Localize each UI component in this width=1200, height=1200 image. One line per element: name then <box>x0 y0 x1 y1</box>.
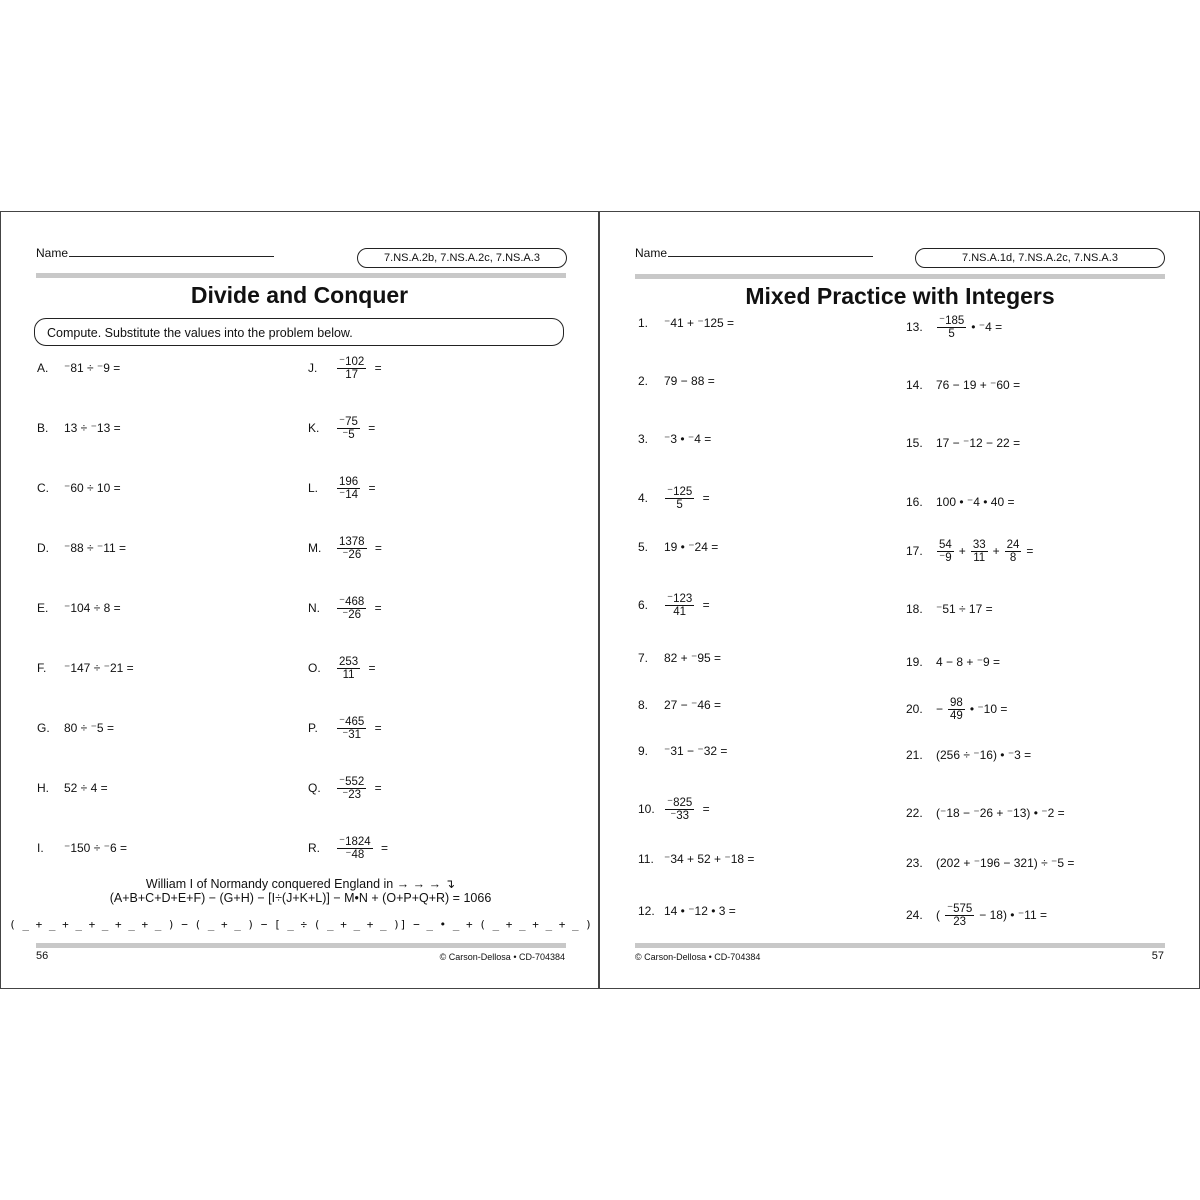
problem-label: 7. <box>638 651 649 665</box>
expression-text: − <box>936 702 944 716</box>
expression-text: 76 − 19 + ⁻60 = <box>936 378 1021 392</box>
problem-item <box>906 900 1049 930</box>
problem-label: R. <box>308 841 320 855</box>
expression-text: (256 ÷ ⁻16) • ⁻3 = <box>936 748 1032 762</box>
problem-expression <box>334 536 384 561</box>
problem-label: G. <box>37 721 50 735</box>
problem-item <box>37 413 123 443</box>
denominator: 49 <box>950 709 963 722</box>
problem-expression <box>934 655 1002 669</box>
problem-expression <box>62 481 123 495</box>
problem-expression <box>334 716 384 741</box>
standards-badge: 7.NS.A.2b, 7.NS.A.2c, 7.NS.A.3 <box>357 248 567 268</box>
expression-text: 19 • ⁻24 = <box>664 540 719 554</box>
problem-item <box>37 353 122 383</box>
problem-expression <box>662 593 712 618</box>
problem-expression <box>662 316 736 330</box>
problem-expression <box>934 315 1004 340</box>
page-title: Divide and Conquer <box>190 282 409 308</box>
problem-expression <box>934 602 995 616</box>
name-field[interactable] <box>635 246 873 260</box>
numerator: ⁻552 <box>339 775 365 788</box>
problem-label: O. <box>308 661 321 675</box>
denominator: ⁻33 <box>670 809 690 822</box>
name-label: Name <box>36 246 69 260</box>
problem-label: N. <box>308 601 320 615</box>
expression-text: = <box>371 781 382 795</box>
problem-item <box>906 848 1076 878</box>
expression-text: 4 − 8 + ⁻9 = <box>936 655 1001 669</box>
fraction <box>948 697 965 722</box>
problem-expression <box>662 797 712 822</box>
denominator: ⁻26 <box>342 548 362 561</box>
problem-expression <box>662 540 720 554</box>
problem-label: F. <box>37 661 47 675</box>
problem-expression <box>934 495 1016 509</box>
fraction <box>337 536 367 561</box>
problem-expression <box>662 486 712 511</box>
numerator: ⁻125 <box>667 485 693 498</box>
expression-text: 100 • ⁻4 • 40 = <box>936 495 1015 509</box>
numerator: ⁻825 <box>667 796 693 809</box>
problem-label: D. <box>37 541 49 555</box>
expression-text: • ⁻10 = <box>969 702 1008 716</box>
problem-expression <box>62 721 116 735</box>
problem-label: E. <box>37 601 49 615</box>
fraction <box>937 539 954 564</box>
problem-expression <box>662 651 723 665</box>
expression-text: ⁻3 • ⁻4 = <box>664 432 712 446</box>
problem-item <box>638 896 738 926</box>
expression-text: = <box>377 841 388 855</box>
numerator: 1378 <box>339 535 365 548</box>
denominator: 5 <box>948 327 955 340</box>
problem-item <box>906 370 1022 400</box>
problem-item <box>638 308 736 338</box>
denominator: 17 <box>345 368 359 381</box>
name-field[interactable] <box>36 246 274 260</box>
numerator: 196 <box>339 475 359 488</box>
problem-item <box>638 483 712 513</box>
expression-text: = <box>365 481 376 495</box>
denominator: ⁻14 <box>339 488 359 501</box>
numerator: ⁻102 <box>339 355 365 368</box>
fraction <box>945 903 974 928</box>
numerator: ⁻75 <box>339 415 358 428</box>
problem-label: 2. <box>638 374 649 388</box>
instructions: Compute. Substitute the values into the problem below. <box>34 318 564 346</box>
problem-item <box>638 532 720 562</box>
problem-label: 8. <box>638 698 649 712</box>
problem-label: K. <box>308 421 320 435</box>
problem-item <box>906 694 1009 724</box>
problem-item <box>308 773 384 803</box>
problem-label: 13. <box>906 320 923 334</box>
expression-text: 82 + ⁻95 = <box>664 651 722 665</box>
name-label: Name <box>635 246 668 260</box>
problem-expression <box>334 836 390 861</box>
problem-expression <box>662 698 723 712</box>
denominator: ⁻5 <box>342 428 355 441</box>
denominator: ⁻23 <box>342 788 362 801</box>
fraction <box>337 656 360 681</box>
fraction <box>971 539 988 564</box>
standards-badge: 7.NS.A.1d, 7.NS.A.2c, 7.NS.A.3 <box>915 248 1165 268</box>
problem-label: 14. <box>906 378 923 392</box>
name-line[interactable] <box>668 256 873 257</box>
copyright: © Carson-Dellosa • CD-704384 <box>635 952 761 962</box>
divider <box>635 943 1165 948</box>
problem-item <box>906 798 1067 828</box>
problem-item <box>906 536 1035 566</box>
denominator: ⁻26 <box>342 608 362 621</box>
expression-text: ⁻51 ÷ 17 = <box>936 602 993 616</box>
problem-expression <box>62 841 129 855</box>
name-line[interactable] <box>69 256 274 257</box>
expression-text: ( <box>936 908 940 922</box>
numerator: ⁻575 <box>947 902 973 915</box>
numerator: ⁻468 <box>339 595 365 608</box>
problem-item <box>906 487 1016 517</box>
fraction <box>1005 539 1022 564</box>
problem-item <box>638 844 756 874</box>
problem-label: 10. <box>638 802 655 816</box>
numerator: 98 <box>950 696 963 709</box>
problem-expression <box>62 601 123 615</box>
denominator: 23 <box>953 915 967 928</box>
problem-label: 17. <box>906 544 923 558</box>
problem-expression <box>662 432 713 446</box>
problem-item <box>308 833 390 863</box>
expression-text: 79 − 88 = <box>664 374 715 388</box>
denominator: 11 <box>973 551 986 564</box>
expression-text: ⁻81 ÷ ⁻9 = <box>64 361 121 375</box>
fraction <box>337 356 366 381</box>
expression-text: = <box>371 601 382 615</box>
problem-expression <box>934 539 1035 564</box>
fraction <box>337 716 366 741</box>
riddle-text: William I of Normandy conquered England in → → → ↴ <box>145 877 456 891</box>
problem-item <box>638 643 723 673</box>
problem-item <box>308 533 384 563</box>
problem-label: 11. <box>638 852 654 866</box>
left-page <box>0 211 599 989</box>
numerator: 24 <box>1006 538 1020 551</box>
problem-label: P. <box>308 721 318 735</box>
expression-text: 27 − ⁻46 = <box>664 698 722 712</box>
problem-label: 4. <box>638 491 649 505</box>
expression-text: • ⁻4 = <box>971 320 1003 334</box>
expression-text: 80 ÷ ⁻5 = <box>64 721 114 735</box>
fraction <box>337 416 360 441</box>
problem-label: 22. <box>906 806 923 820</box>
equation: (A+B+C+D+E+F) − (G+H) − [I÷(J+K+L)] − M•N + (O+P+Q+R) = 1066 <box>109 891 492 905</box>
problem-label: 9. <box>638 744 649 758</box>
expression-text: + <box>958 544 966 558</box>
page-number: 57 <box>1151 950 1164 962</box>
expression-text: = <box>365 661 376 675</box>
expression-text: − 18) • ⁻11 = <box>979 908 1047 922</box>
problem-expression <box>662 852 756 866</box>
denominator: 8 <box>1009 551 1017 564</box>
fraction <box>665 486 694 511</box>
problem-label: M. <box>308 541 322 555</box>
expression-text: = <box>699 802 710 816</box>
problem-label: B. <box>37 421 49 435</box>
expression-text: 52 ÷ 4 = <box>64 781 108 795</box>
problem-item <box>308 653 378 683</box>
problem-expression <box>662 374 717 388</box>
denominator: ⁻31 <box>342 728 362 741</box>
problem-label: Q. <box>308 781 321 795</box>
denominator: ⁻48 <box>345 848 365 861</box>
problem-expression <box>934 697 1009 722</box>
problem-item <box>638 794 712 824</box>
problem-item <box>906 647 1002 677</box>
problem-item <box>906 312 1004 342</box>
expression-text: ⁻150 ÷ ⁻6 = <box>64 841 127 855</box>
problem-item <box>638 366 717 396</box>
problem-expression <box>934 378 1022 392</box>
expression-text: (⁻18 − ⁻26 + ⁻13) • ⁻2 = <box>936 806 1065 820</box>
problem-label: 16. <box>906 495 923 509</box>
problem-expression <box>334 776 384 801</box>
fraction <box>337 596 366 621</box>
problem-expression <box>334 656 378 681</box>
denominator: 11 <box>342 668 355 681</box>
problem-label: 15. <box>906 436 923 450</box>
fraction <box>937 315 966 340</box>
divider <box>36 273 566 278</box>
problem-label: 19. <box>906 655 923 669</box>
divider <box>635 274 1165 279</box>
divider <box>36 943 566 948</box>
numerator: ⁻185 <box>939 314 965 327</box>
expression-text: 14 • ⁻12 • 3 = <box>664 904 736 918</box>
problem-label: 24. <box>906 908 923 922</box>
problem-label: C. <box>37 481 49 495</box>
problem-item <box>37 653 136 683</box>
problem-expression <box>662 904 738 918</box>
numerator: ⁻465 <box>339 715 365 728</box>
problem-item <box>37 773 110 803</box>
problem-item <box>308 473 378 503</box>
expression-text: + <box>992 544 1000 558</box>
problem-label: 3. <box>638 432 649 446</box>
expression-text: 17 − ⁻12 − 22 = <box>936 436 1021 450</box>
expression-text: (202 + ⁻196 − 321) ÷ ⁻5 = <box>936 856 1075 870</box>
problem-item <box>37 473 123 503</box>
denominator: ⁻9 <box>939 551 952 564</box>
expression-text: = <box>699 598 710 612</box>
numerator: 54 <box>939 538 952 551</box>
problem-item <box>308 413 377 443</box>
problem-label: J. <box>308 361 318 375</box>
expression-text: ⁻60 ÷ 10 = <box>64 481 121 495</box>
page-title: Mixed Practice with Integers <box>745 283 1055 309</box>
problem-item <box>906 594 995 624</box>
problem-expression <box>934 856 1076 870</box>
problem-item <box>37 533 128 563</box>
fraction <box>337 776 366 801</box>
expression-text: = <box>699 491 710 505</box>
expression-text: ⁻31 − ⁻32 = <box>664 744 728 758</box>
problem-expression <box>334 356 384 381</box>
problem-item <box>308 593 384 623</box>
problem-label: I. <box>37 841 44 855</box>
expression-text: = <box>371 721 382 735</box>
problem-label: L. <box>308 481 319 495</box>
fraction <box>337 476 360 501</box>
problem-label: 23. <box>906 856 923 870</box>
problem-item <box>308 353 384 383</box>
expression-text: = <box>1026 544 1034 558</box>
expression-text: = <box>371 541 382 555</box>
problem-item <box>906 428 1022 458</box>
problem-item <box>638 690 723 720</box>
problem-label: 5. <box>638 540 649 554</box>
expression-text: = <box>371 361 382 375</box>
problem-item <box>906 740 1033 770</box>
problem-item <box>638 736 729 766</box>
expression-text: ⁻147 ÷ ⁻21 = <box>64 661 134 675</box>
problem-label: A. <box>37 361 49 375</box>
problem-item <box>37 833 129 863</box>
expression-text: ⁻41 + ⁻125 = <box>664 316 735 330</box>
problem-item <box>37 713 116 743</box>
problem-expression <box>62 361 122 375</box>
expression-text: ⁻88 ÷ ⁻11 = <box>64 541 127 555</box>
expression-text: = <box>364 421 376 435</box>
denominator: 41 <box>673 605 687 618</box>
problem-label: 6. <box>638 598 649 612</box>
problem-expression <box>662 744 729 758</box>
copyright: © Carson-Dellosa • CD-704384 <box>439 952 565 962</box>
problem-label: 21. <box>906 748 923 762</box>
problem-expression <box>934 806 1067 820</box>
numerator: ⁻123 <box>667 592 693 605</box>
problem-item <box>638 424 713 454</box>
problem-expression <box>62 661 136 675</box>
problem-item <box>37 593 123 623</box>
problem-expression <box>934 748 1033 762</box>
problem-label: 12. <box>638 904 655 918</box>
numerator: 253 <box>339 655 359 668</box>
problem-expression <box>334 596 384 621</box>
answer-blanks: ( _ + _ + _ + _ + _ + _ ) − ( _ + _ ) − [ _ ÷ ( _ + _ + _ )] − _ • _ + ( _ + _ + _ + _ ) <box>9 918 592 931</box>
problem-expression <box>62 541 128 555</box>
fraction <box>665 797 694 822</box>
problem-expression <box>934 436 1022 450</box>
problem-expression <box>62 421 123 435</box>
page-number: 56 <box>36 950 49 962</box>
expression-text: ⁻34 + 52 + ⁻18 = <box>664 852 755 866</box>
denominator: 5 <box>676 498 683 511</box>
numerator: ⁻1824 <box>339 835 371 848</box>
numerator: 33 <box>972 538 986 551</box>
expression-text: 13 ÷ ⁻13 = <box>64 421 121 435</box>
problem-expression <box>334 416 377 441</box>
problem-label: 18. <box>906 602 923 616</box>
problem-label: 1. <box>638 316 649 330</box>
problem-expression <box>334 476 378 501</box>
expression-text: ⁻104 ÷ 8 = <box>64 601 121 615</box>
right-page <box>599 211 1200 989</box>
problem-label: H. <box>37 781 49 795</box>
fraction <box>337 836 373 861</box>
fraction <box>665 593 694 618</box>
problem-label: 20. <box>906 702 923 716</box>
problem-item <box>308 713 384 743</box>
problem-item <box>638 590 712 620</box>
problem-expression <box>934 903 1049 928</box>
problem-expression <box>62 781 110 795</box>
